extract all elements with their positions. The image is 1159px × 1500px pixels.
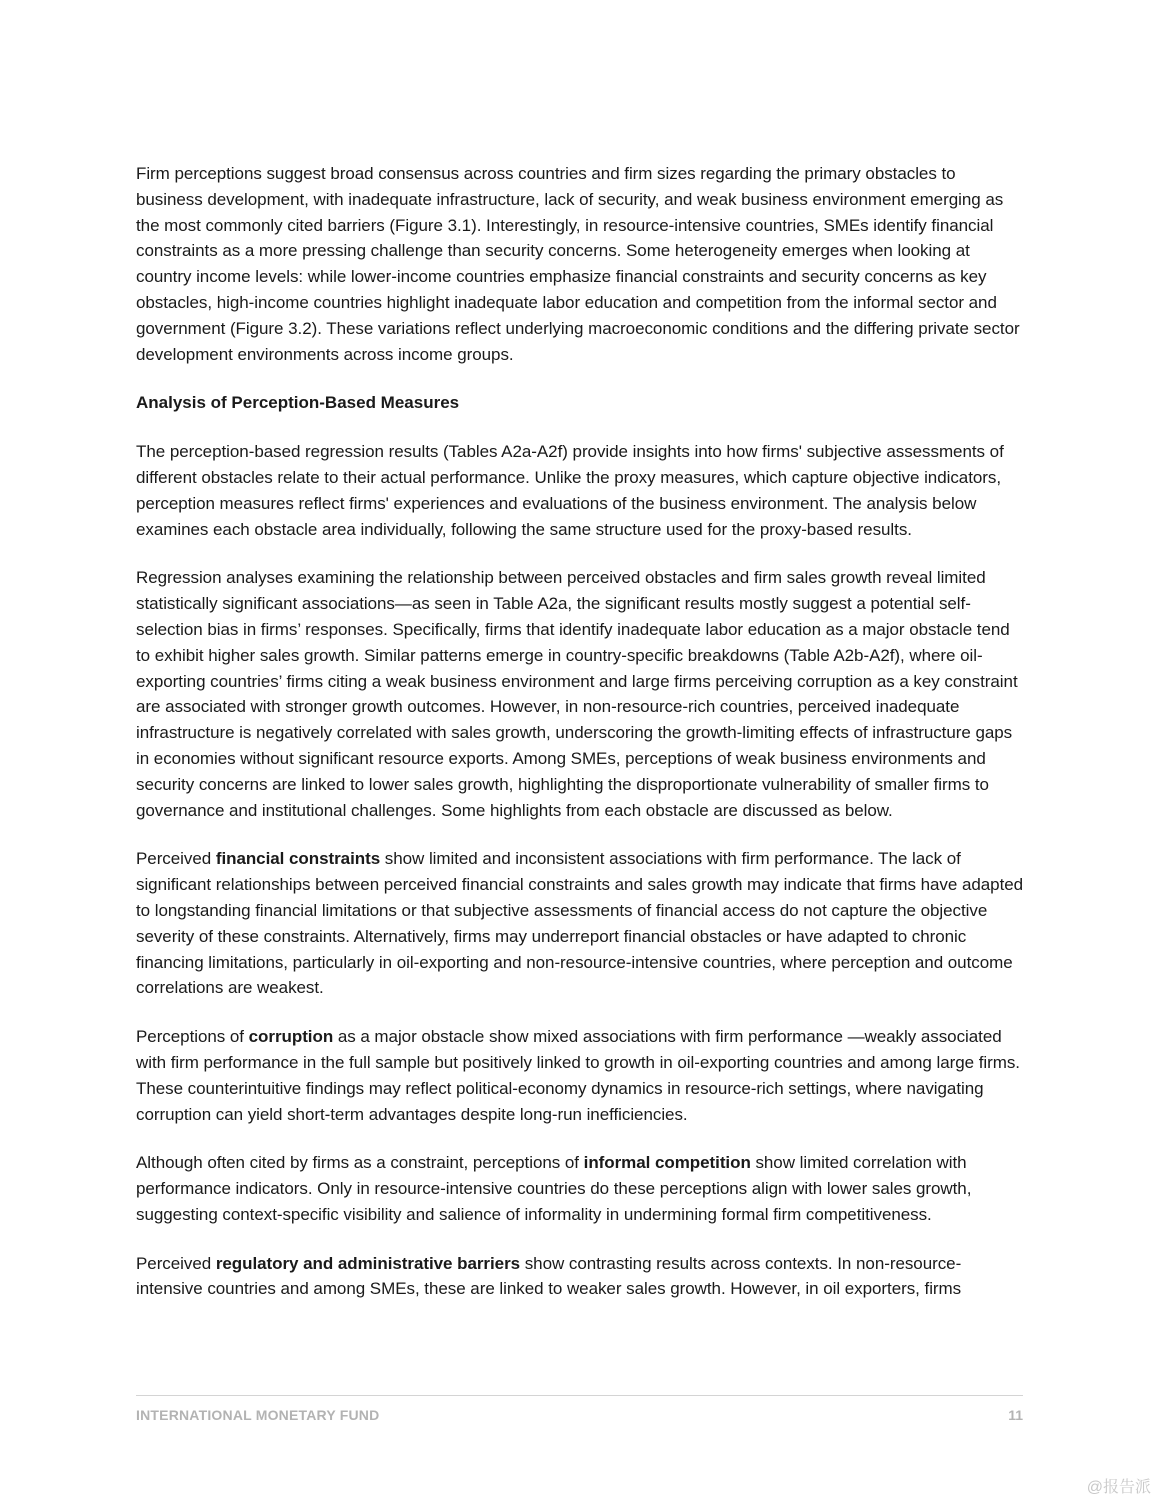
text-before: Although often cited by firms as a constraint, perceptions of: [136, 1153, 584, 1173]
text-after: show contrasting results across contexts. In non-resource-intensive countries and among SMEs, these are linked to weaker sales growth. However, in oil exporters, firms: [136, 1253, 962, 1299]
text-after: show limited and inconsistent associations with firm performance. The lack of significant relationships between perceived financial constraints and sales growth may indicate that firms have adapted to longstanding financial limitations or that subjective assessments of financial access do not capture the objective severity of these constraints. Alternatively, firms may underreport financial obstacles or have adapted to chronic financing limitations, particularly in oil-exporting and non-resource-intensive countries, where perception and outcome correlations are weakest.: [136, 849, 1024, 998]
paragraph-regression-analyses: Regression analyses examining the relationship between perceived obstacles and firm sales growth reveal limited statistically significant associations—as seen in Table A2a, the significant results mostly suggest a potential self-selection bias in firms’ responses. Specifically, firms that identify inadequate labor education as a major obstacle tend to exhibit higher sales growth. Similar patterns emerge in country-specific breakdowns (Table A2b-A2f), where oil-exporting countries’ firms citing a weak business environment and large firms perceiving corruption as a key constraint are associated with stronger growth outcomes. However, in non-resource-rich countries, perceived inadequate infrastructure is negatively correlated with sales growth, underscoring the growth-limiting effects of infrastructure gaps in economies without significant resource exports. Among SMEs, perceptions of weak business environments and security concerns are linked to lower sales growth, highlighting the disproportionate vulnerability of smaller firms to governance and institutional challenges. Some highlights from each obstacle are discussed as below.: [136, 568, 1018, 820]
bold-term: informal competition: [583, 1153, 751, 1173]
paragraph-financial-constraints: [136, 846, 1026, 1001]
bold-term: regulatory and administrative barriers: [215, 1253, 521, 1273]
paragraph-corruption: [136, 1024, 1026, 1127]
paragraph-firm-perceptions: Firm perceptions suggest broad consensus across countries and firm sizes regarding the primary obstacles to business development, with inadequate infrastructure, lack of security, and weak business environment emerging as the most commonly cited barriers (Figure 3.1). Interestingly, in resource-intensive countries, SMEs identify financial constraints as a more pressing challenge than security concerns. Some heterogeneity emerges when looking at country income levels: while lower-income countries emphasize financial constraints and security concerns as key obstacles, high-income countries highlight inadequate labor education and competition from the informal sector and government (Figure 3.2). These variations reflect underlying macroeconomic conditions and the differing private sector development environments across income groups.: [136, 164, 1020, 364]
paragraph-informal-competition: [136, 1150, 1026, 1227]
bold-term: corruption: [248, 1027, 334, 1047]
paragraph-perception-regression: The perception-based regression results (Tables A2a-A2f) provide insights into how firms' subjective assessments of different obstacles relate to their actual performance. Unlike the proxy measures, which capture objective indicators, perception measures reflect firms' experiences and evaluations of the business environment. The analysis below examines each obstacle area individually, following the same structure used for the proxy-based results.: [136, 442, 1004, 539]
watermark: @报告派: [1086, 1479, 1151, 1496]
page-body: [136, 161, 1026, 1325]
page-number: 11: [1008, 1407, 1023, 1423]
bold-term: financial constraints: [215, 849, 381, 869]
text-before: Perceptions of: [136, 1027, 249, 1047]
section-heading: Analysis of Perception-Based Measures: [136, 393, 460, 413]
text-after: show limited correlation with performance indicators. Only in resource-intensive countries do these perceptions align with lower sales growth, suggesting context-specific visibility and salience of informality in undermining formal firm competitiveness.: [136, 1153, 972, 1224]
text-before: Perceived: [136, 849, 216, 869]
paragraph-regulatory-barriers: [136, 1251, 1026, 1303]
footer-divider: [136, 1395, 1023, 1396]
footer-organization: INTERNATIONAL MONETARY FUND: [136, 1407, 380, 1423]
text-before: Perceived: [136, 1253, 216, 1273]
text-after: as a major obstacle show mixed associations with firm performance —weakly associated with firm performance in the full sample but positively linked to growth in oil-exporting countries and among large firms. These counterintuitive findings may reflect political-economy dynamics in resource-rich settings, where navigating corruption can yield short-term advantages despite long-run inefficiencies.: [136, 1027, 1020, 1124]
